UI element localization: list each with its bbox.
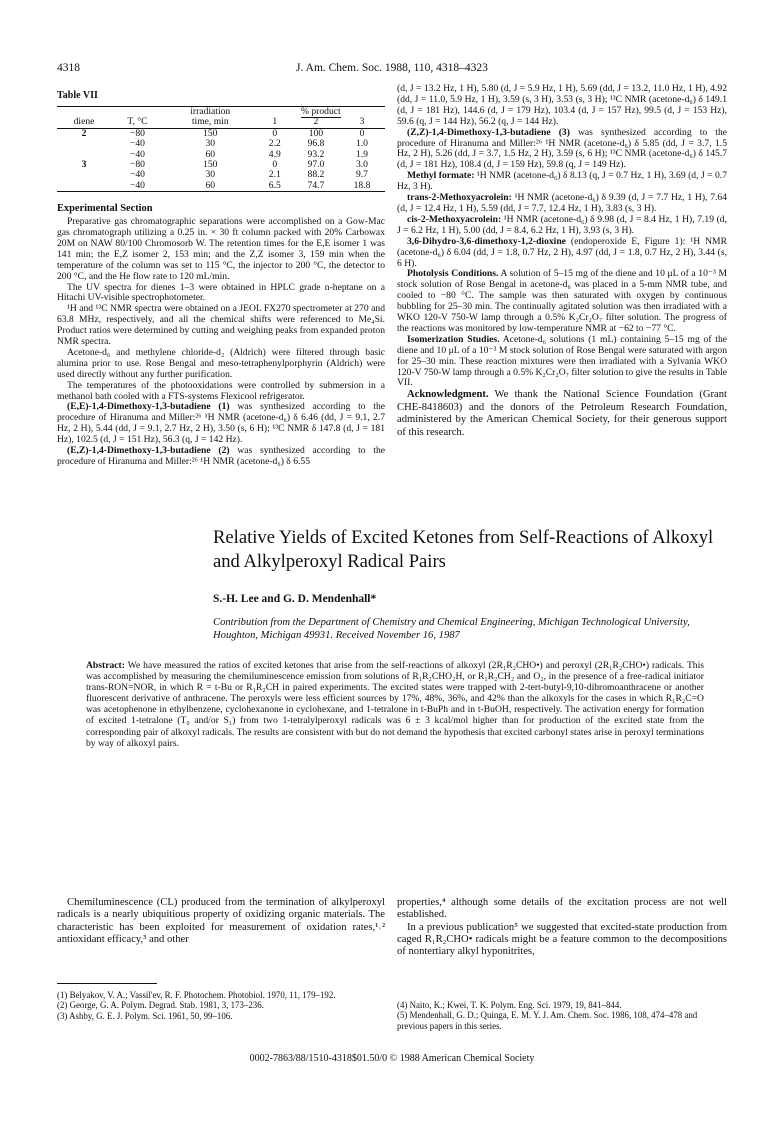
table-cell-p1: 6.5: [268, 179, 281, 191]
table-cell-temp: −40: [129, 148, 145, 160]
exp-paragraph: Photolysis Conditions. A solution of 5–15 mg of the diene and 10 μL of a 10⁻³ M stock solution of Rose Bengal in acetone-d₆ was placed in a 5-mm NMR tube, and cooled to −80 °C. The sample was then saturated with oxygen by continuous bubbling for 25–30 min. The continually agitated solution was then irradiated with a WKO 120-V 750-W lamp through a 0.5% K₂Cr₂O₇ filter solution. The progress of the reactions was monitored by low-temperature NMR at −62 to −77 °C.: [397, 268, 727, 334]
col-product: % product: [300, 105, 341, 117]
table-cell-diene: [57, 139, 111, 149]
compound-name: trans-2-Methoxyacrolein:: [407, 192, 512, 204]
table-cell-p2: 100: [308, 127, 324, 139]
right-column: [397, 84, 727, 439]
col-p1: 1: [272, 116, 278, 128]
table-cell-p3: 1.9: [355, 148, 368, 160]
table-cell-p3: 9.7: [355, 169, 368, 181]
table-cell-temp: −80: [129, 158, 145, 170]
col-diene: diene: [73, 116, 95, 128]
col-p2: 2: [313, 116, 319, 128]
exp-paragraph: 3,6-Dihydro-3,6-dimethoxy-1,2-dioxine (endoperoxide E, Figure 1): ¹H NMR (acetone-d₆) δ 6.04 (dd, J = 1.8, 0.7 Hz, 2 H), 4.97 (dd, J = 1.8, 0.7 Hz, 2 H), 3.44 (s, 6 H).: [397, 235, 727, 269]
col-time: time, min: [191, 116, 229, 128]
exp-paragraph: The UV spectra for dienes 1–3 were obtained in HPLC grade n-heptane on a Hitachi UV-visible spectrophotometer.: [57, 281, 385, 304]
table-cell-p3: 1.0: [355, 138, 368, 150]
table-row: [57, 181, 385, 192]
exp-paragraph: Isomerization Studies. Acetone-d₆ solutions (1 mL) containing 5–15 mg of the diene and 10 μL of a 10⁻³ M stock solution of Rose Bengal were saturated with argon for 25–30 min. These reaction mixtures were then irradiated with a Sylvania WKO 120-V 750-W lamp through a 0.5% K₂Cr₂O₇ filter solution to give the results in Table VII.: [397, 333, 728, 389]
intro-right: [397, 897, 727, 958]
compound-name: (E,E)-1,4-Dimethoxy-1,3-butadiene (1): [67, 401, 230, 413]
table-cell-temp: −40: [129, 179, 145, 191]
experimental-heading: Experimental Section: [57, 203, 153, 215]
col-irradiation: irradiation: [190, 105, 231, 117]
table-cell-p1: 0: [272, 127, 278, 139]
exp-paragraph: Methyl formate: ¹H NMR (acetone-d₆) δ 8.13 (q, J = 0.7 Hz, 1 H), 3.69 (d, J = 0.7 Hz, 3 H).: [397, 170, 727, 193]
footnotes-left: [57, 990, 385, 1021]
table-caption: Table VII: [57, 90, 98, 101]
table-cell-diene: [57, 181, 111, 192]
table-cell-temp: −40: [129, 169, 145, 181]
exp-paragraph: trans-2-Methoxyacrolein: ¹H NMR (acetone-d₆) δ 9.39 (d, J = 7.7 Hz, 1 H), 7.64 (d, J = 12.4 Hz, 1 H), 5.59 (dd, J = 7.7, 12.4 Hz, 1 H), 3.83 (s, 3 H).: [397, 192, 727, 214]
acknowledgment-label: Acknowledgment.: [407, 389, 489, 401]
footnote: (5) Mendenhall, G. D.; Quinga, E. M. Y. J. Am. Chem. Soc. 1986, 108, 474–478 and previous papers in this series.: [397, 1010, 698, 1031]
article-affiliation: Contribution from the Department of Chemistry and Chemical Engineering, Michigan Technological University, Houghton, Michigan 49931. Received November 16, 1987: [213, 617, 690, 641]
article-authors: S.-H. Lee and G. D. Mendenhall*: [213, 593, 377, 605]
table-row: [57, 160, 385, 170]
table-cell-time: 60: [205, 179, 216, 191]
exp-paragraph: (E,Z)-1,4-Dimethoxy-1,3-butadiene (2) was synthesized according to the procedure of Hiranuma and Miller:²⁶ ¹H NMR (acetone-d₆) δ 6.55: [57, 445, 386, 467]
table-row: [57, 170, 385, 180]
table-vii: [57, 106, 385, 192]
table-cell-p3: 18.8: [353, 179, 371, 191]
table-cell-temp: −40: [129, 138, 145, 150]
abstract-label: Abstract:: [86, 660, 125, 671]
col-p3: 3: [359, 116, 365, 128]
table-row: [57, 128, 385, 139]
table-cell-p1: 2.2: [268, 138, 281, 150]
intro-paragraph: In a previous publication⁵ we suggested that excited-state production from caged R₁R₂CHO• radicals might be a feature common to the decompositions of nontertiary alkyl hyponitrites,: [397, 921, 727, 958]
table-cell-p2: 97.0: [307, 158, 325, 170]
table-cell-p1: 2.1: [268, 169, 281, 181]
page-footer: 0002-7863/88/1510-4318$01.50/0 © 1988 American Chemical Society: [249, 1053, 535, 1064]
table-cell-p1: 4.9: [268, 148, 281, 160]
footnote: (2) George, G. A. Polym. Degrad. Stab. 1981, 3, 173–236.: [57, 1000, 264, 1011]
table-cell-diene: 2: [81, 127, 87, 139]
table-cell-p2: 93.2: [307, 148, 325, 160]
exp-paragraph: Preparative gas chromatographic separations were accomplished on a Gow-Mac gas chromatograph utilizing a 0.25 in. × 30 ft column packed with 20% Carbowax 20M on NAW 80/100 Chromosorb W. The retention times for the E,E isomer 1 was 141 min; the E,Z isomer 2, 153 min; and the Z,Z isomer 3, 159 min when the temperature of the column was set to 115 °C, the injector to 200 °C, the detector to 200 °C, and the He flow rate to 120 mL/min.: [57, 216, 385, 282]
acknowledgment: Acknowledgment. We thank the National Science Foundation (Grant CHE-8418603) and the donors of the Petroleum Research Foundation, administered by the American Chemical Society, for their generous support of this research.: [397, 389, 727, 438]
exp-paragraph: cis-2-Methoxyacrolein: ¹H NMR (acetone-d₆) δ 9.98 (d, J = 8.4 Hz, 1 H), 7.19 (d, J = 6.2 Hz, 1 H), 5.00 (dd, J = 8.4, 6.2 Hz, 1 H), 3.93 (s, 3 H).: [397, 213, 727, 236]
footnote: (4) Naito, K.; Kwei, T. K. Polym. Eng. Sci. 1979, 19, 841–844.: [397, 1000, 622, 1010]
exp-paragraph: (d, J = 13.2 Hz, 1 H), 5.80 (d, J = 5.9 Hz, 1 H), 5.69 (dd, J = 13.2, 11.0 Hz, 1 H), 4.92 (dd, J = 11.0, 5.9 Hz, 1 H), 3.59 (s, 3 H), 3.53 (s, 3 H); ¹³C NMR (acetone-d₆) δ 149.1 (d, J = 181 Hz), 144.6 (d, J = 179 Hz), 103.4 (d, J = 157 Hz), 99.5 (d, J = 153 Hz), 59.6 (q, J = 144 Hz), 56.2 (q, J = 144 Hz).: [397, 83, 727, 127]
table-cell-p3: 0: [359, 127, 365, 139]
compound-name: 3,6-Dihydro-3,6-dimethoxy-1,2-dioxine: [407, 235, 566, 247]
table-cell-time: 30: [205, 169, 216, 181]
footnotes-right: [397, 1000, 727, 1031]
table-cell-time: 60: [205, 148, 216, 160]
footnote: (1) Belyakov, V. A.; Vassil'ev, R. F. Photochem. Photobiol. 1970, 11, 179–192.: [57, 990, 336, 1000]
table-cell-time: 150: [203, 158, 218, 170]
abstract: [86, 660, 704, 749]
table-body: [57, 128, 385, 191]
table-cell-p2: 74.7: [307, 179, 325, 191]
table-cell-time: 150: [203, 127, 218, 139]
table-cell-temp: −80: [129, 127, 145, 139]
compound-name: (Z,Z)-1,4-Dimethoxy-1,3-butadiene (3): [407, 126, 570, 138]
subsection-label: Isomerization Studies.: [407, 333, 500, 345]
journal-line: J. Am. Chem. Soc. 1988, 110, 4318–4323: [296, 62, 488, 74]
table-cell-p1: 0: [272, 158, 278, 170]
intro-left: [57, 897, 385, 946]
left-column: [57, 91, 385, 468]
article-title: Relative Yields of Excited Ketones from Self-Reactions of Alkoxyl and Alkylperoxyl Radical Pairs: [213, 527, 714, 572]
compound-name: cis-2-Methoxyacrolein:: [407, 213, 502, 225]
intro-paragraph: Chemiluminescence (CL) produced from the termination of alkylperoxyl radicals is a nearly ubiquitious property of oxidizing organic materials. The characteristic has been exploited for measurement of oxidation rates,¹˒² antioxidant efficacy,³ and other: [57, 897, 385, 945]
table-cell-p3: 3.0: [355, 158, 368, 170]
col-temp: T, °C: [127, 116, 148, 128]
footnote-rule: [57, 983, 157, 984]
table-cell-time: 30: [205, 138, 216, 150]
exp-paragraph: (E,E)-1,4-Dimethoxy-1,3-butadiene (1) was synthesized according to the procedure of Hiranuma and Miller:²⁶ ¹H NMR (acetone-d₆) δ 6.46 (dd, J = 9.1, 2.7 Hz, 2 H), 5.44 (dd, J = 9.1, 2.7 Hz, 2 H), 3.50 (s, 6 H); ¹³C NMR δ 147.8 (d, J = 181 Hz), 102.5 (d, J = 151 Hz), 56.3 (q, J = 142 Hz).: [57, 401, 386, 446]
compound-name: Methyl formate:: [407, 170, 475, 182]
abstract-text: We have measured the ratios of excited ketones that arise from the self-reactions of alkoxyl (2R₁R₂CHO•) and peroxyl (2R₁R₂CHO•) radicals. This was accomplished by measuring the chemiluminescence emission from solutions of R₁R₂CHO₂H, or R₁R₂CH₂ and O₂, in the presence of a free-radical initiator trans-RON=NOR, in which R = t-Bu or R₁R₂CH in paired experiments. The excited states were trapped with 2-tert-butyl-9,10-dibromoanthracene or another fluorescent derivative of anthracene. The peroxyls were less efficient sources by 17%, 48%, 36%, and 42% than the alkoxyls for the cases in which R₁R₂C=O was acetophenone in ethylbenzene, cyclohexanone in cyclohexane, and 1-tetralone in t-BuPh and in t-BuOH, respectively. The activation energy for formation of excited 1-tetralone (T₀ and/or S₁) from two 1-tetralylperoxyl radicals was 6 ± 3 kcal/mol higher than for production of the excited state from the corresponding pair of alkoxyl radicals. The results are consistent with but do not demand the hypothesis that excited carbonyl states arise in peroxyl terminations by way of alkoxyl pairs.: [86, 660, 704, 749]
table-cell-diene: 3: [81, 158, 87, 170]
exp-paragraph: The temperatures of the photooxidations were controlled by submersion in a methanol bath cooled with a FTS-systems Flexicool refrigerator.: [57, 379, 385, 402]
table-cell-p2: 88.2: [307, 169, 325, 181]
footnote: (3) Ashby, G. E. J. Polym. Sci. 1961, 50, 99–106.: [57, 1010, 233, 1021]
exp-paragraph: Acetone-d₆ and methylene chloride-d₂ (Aldrich) were filtered through basic alumina prior to use. Rose Bengal and meso-tetraphenylporphyrin (Aldrich) were used directly without any further purification.: [57, 346, 385, 380]
subsection-label: Photolysis Conditions.: [407, 268, 499, 280]
intro-paragraph: properties,⁴ although some details of the excitation process are not well established.: [397, 897, 727, 921]
table-cell-diene: [57, 170, 111, 180]
running-header: [0, 62, 784, 78]
page-number: 4318: [57, 62, 80, 74]
exp-paragraph: (Z,Z)-1,4-Dimethoxy-1,3-butadiene (3) was synthesized according to the procedure of Hiranuma and Miller:²⁶ ¹H NMR (acetone-d₆) δ 5.85 (dd, J = 3.7, 1.5 Hz, 2 H), 5.26 (dd, J = 3.7, 1.5 Hz, 2 H), 3.59 (s, 6 H); ¹³C NMR (acetone-d₆) δ 145.7 (d, J = 181 Hz), 108.4 (d, J = 159 Hz), 59.8 (q, J = 149 Hz).: [397, 126, 727, 171]
exp-paragraph: ¹H and ¹³C NMR spectra were obtained on a JEOL FX270 spectrometer at 270 and 63.8 MHz, respectively, and all the chemical shifts were referenced to Me₄Si. Product ratios were determined by cutting and weighing peaks from expanded proton NMR spectra.: [57, 303, 385, 348]
table-cell-p2: 96.8: [307, 138, 325, 150]
table-row: [57, 139, 385, 149]
table-row: [57, 150, 385, 160]
compound-name: (E,Z)-1,4-Dimethoxy-1,3-butadiene (2): [67, 445, 230, 457]
